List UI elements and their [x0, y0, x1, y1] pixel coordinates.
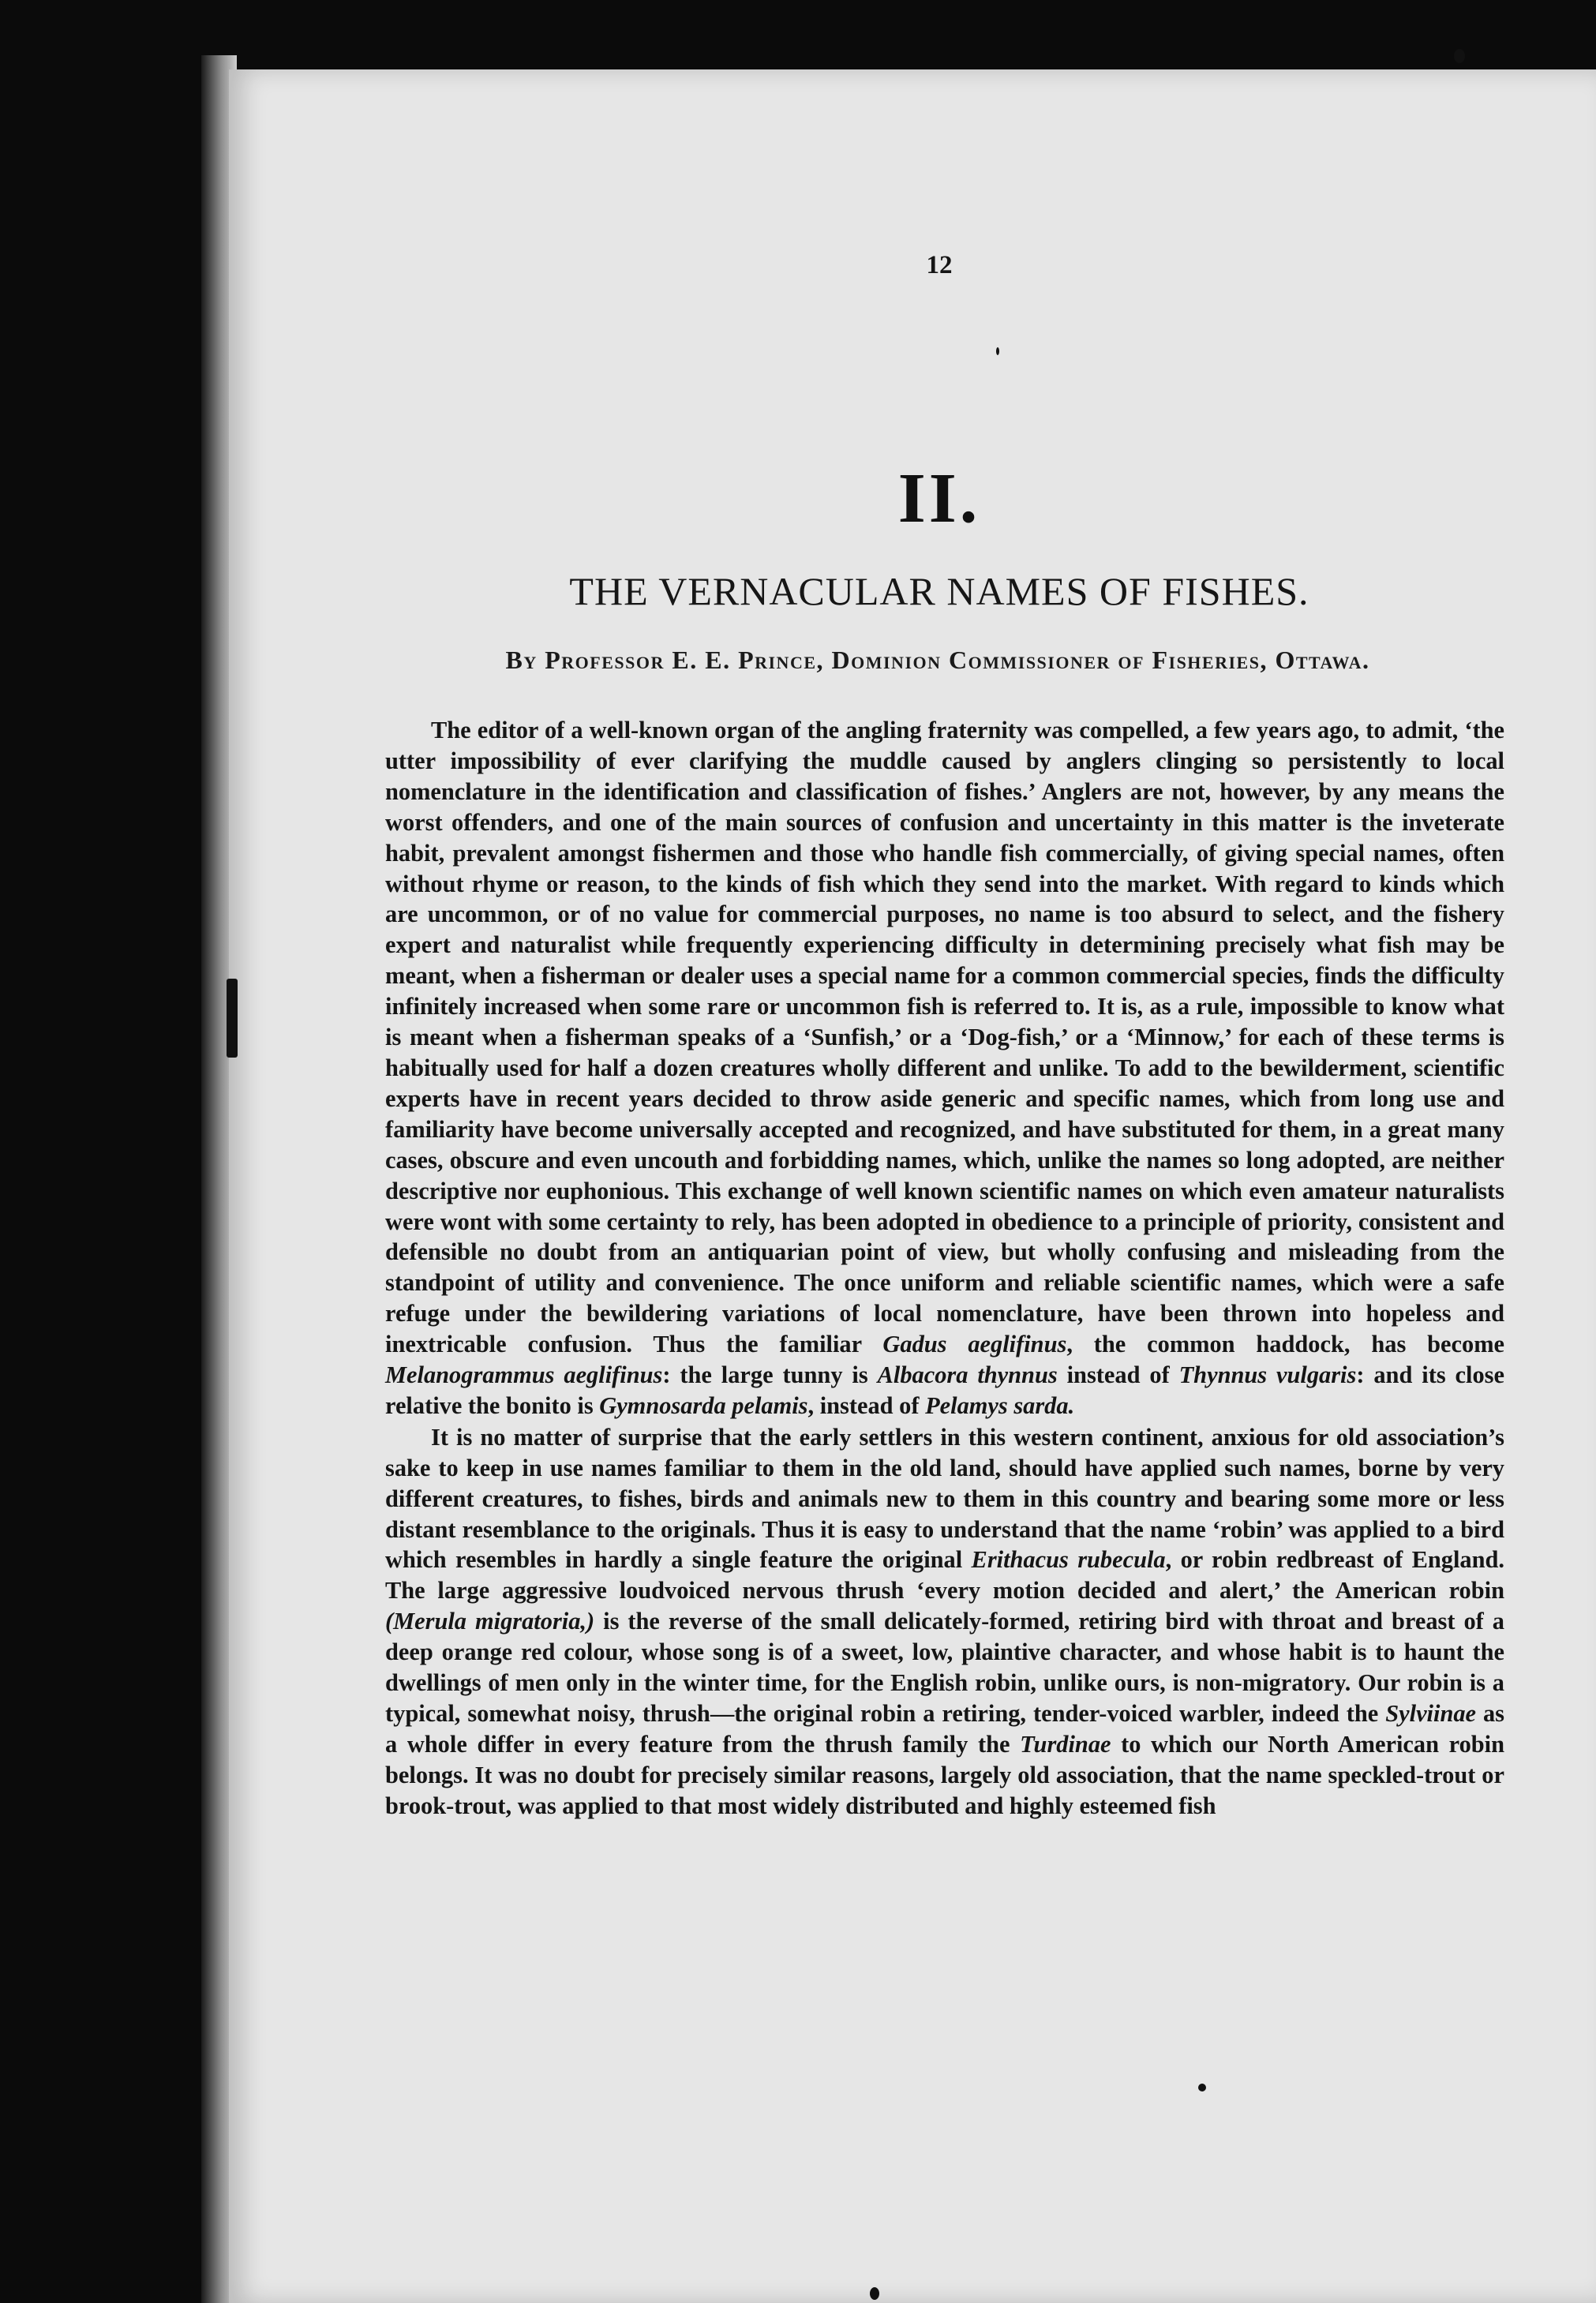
scan-speck	[870, 2287, 879, 2300]
italic-species-name: Turdinae	[1020, 1730, 1111, 1758]
italic-species-name: (Merula migratoria,)	[385, 1608, 595, 1635]
italic-species-name: Thynnus vulgaris	[1178, 1361, 1357, 1389]
italic-species-name: Albacora thynnus	[877, 1361, 1058, 1389]
chapter-numeral: II.	[897, 459, 981, 537]
text-run: to which our North American robin belongs. It was no doubt for precisely similar reasons, largely old association, that the name speckled-trout or brook-trout, was applied to that most widely distributed and highly esteemed fish	[385, 1730, 1505, 1819]
text-run: The editor of a well-known organ of the angling fraternity was compelled, a few years ago, to admit, ‘the utter impossibility of ever clarifying the muddle caused by anglers clinging so persistently to local nomenclature in the identification and classification of fishes.’ Anglers are not, however, by any means the worst offenders, and one of the main sources of confusion and uncertainty in this matter is the inveterate habit, prevalent amongst fishermen and those who handle fish commercially, of giving special names, often without rhyme or reason, to the kinds of fish which they send into the market. With regard to kinds which are uncommon, or of no value for commercial purposes, no name is too absurd to select, and the fishery expert and naturalist while frequently experiencing difficulty in determining precisely what fish may be meant, when a fisherman or dealer uses a special name for a common commercial species, finds the difficulty infinitely increased when some rare or uncommon fish is referred to. It is, as a rule, impossible to know what is meant when a fisherman speaks of a ‘Sunfish,’ or a ‘Dog-fish,’ or a ‘Minnow,’ for each of these terms is habitually used for half a dozen creatures wholly different and unlike. To add to the bewilderment, scientific experts have in recent years decided to throw aside generic and specific names, which from long use and familiarity have become universally accepted and recognized, and have substituted for them, in a great many cases, obscure and even uncouth and forbidding names, which, unlike the names so long adopted, are neither descriptive nor euphonious. This exchange of well known scientific names on which even amateur naturalists were wont with some certainty to rely, has been adopted in obedience to a principle of priority, consistent and defensible no doubt from an antiquarian point of view, but wholly confusing and misleading from the standpoint of utility and convenience. The once uniform and reliable scientific names, which were a safe refuge under the bewildering variations of local nomenclature, have been thrown into hopeless and inextricable confusion. Thus the familiar	[385, 717, 1504, 1358]
italic-species-name: Sylviinae	[1385, 1700, 1477, 1727]
page-number: 12	[926, 251, 953, 279]
italic-species-name: Melanogrammus aeglifinus	[385, 1361, 663, 1389]
scan-speck	[1454, 49, 1465, 63]
text-run: , the common haddock, has become	[1066, 1331, 1505, 1358]
text-run: : the large tunny is	[662, 1361, 878, 1389]
text-run: is the reverse of the small delicately-formed, retiring bird with throat and breast of a deep orange red colour, whose song is of a sweet, low, plaintive character, and whose habit is to haunt the dwellings of men only in the winter time, for the English robin, unlike ours, is non-migratory. Our robin is a typical, somewhat noisy, thrush—the original robin a retiring, tender-voiced warbler, indeed the	[385, 1608, 1504, 1727]
author-byline: By Professor E. E. Prince, Dominion Commissioner of Fisheries, Ottawa.	[505, 646, 1370, 674]
gutter-ink-mark	[227, 979, 238, 1058]
article-body	[385, 715, 1504, 1822]
paragraph-2	[385, 1422, 1504, 1822]
text-run: : and its close relative the bonito is	[385, 1361, 1504, 1419]
text-run: , or robin redbreast of England. The large aggressive loudvoiced nervous thrush ‘every motion decided and alert,’ the American robin	[385, 1546, 1504, 1605]
ink-dot	[1198, 2084, 1206, 2091]
text-run: , instead of	[807, 1391, 926, 1419]
scan-speck	[996, 347, 999, 355]
text-run: instead of	[1057, 1361, 1179, 1389]
italic-species-name: Erithacus rubecula	[971, 1546, 1166, 1574]
paragraph-1	[385, 715, 1504, 1421]
text-run: as a whole differ in every feature from the thrush family the	[385, 1700, 1504, 1758]
italic-species-name: Pelamys sarda.	[925, 1391, 1075, 1419]
text-run: It is no matter of surprise that the early settlers in this western continent, anxious for old association’s sake to keep in use names familiar to them in the old land, should have applied such names, borne by very different creatures, to fishes, birds and animals new to them in this country and bearing some more or less distant resemblance to the originals. Thus it is easy to understand that the name ‘robin’ was applied to a bird which resembles in hardly a single feature the original	[385, 1423, 1504, 1574]
italic-species-name: Gymnosarda pelamis	[599, 1391, 808, 1419]
article-title: THE VERNACULAR NAMES OF FISHES.	[569, 569, 1309, 613]
italic-species-name: Gadus aeglifinus	[882, 1331, 1067, 1358]
